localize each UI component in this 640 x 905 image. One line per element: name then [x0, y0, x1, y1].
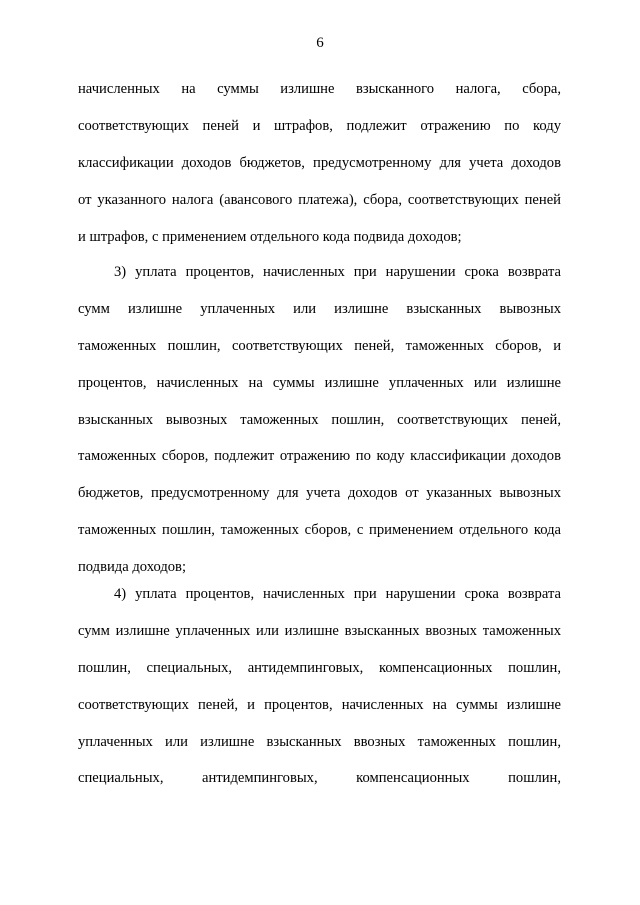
paragraph-item-4 — [78, 576, 561, 797]
text-line: сумм излишне уплаченных или излишне взысканных ввозных таможенных — [78, 622, 561, 639]
text-line: таможенных сборов, подлежит отражению по коду классификации доходов — [78, 448, 561, 465]
text-line: таможенных пошлин, таможенных сборов, с применением отдельного кода — [78, 522, 561, 539]
text-line: таможенных пошлин, соответствующих пеней, таможенных сборов, и — [78, 337, 561, 354]
text-line: уплаченных или излишне взысканных ввозных таможенных пошлин, — [78, 733, 561, 750]
paragraph-item-3 — [78, 254, 561, 586]
paragraph-continuation — [78, 71, 561, 255]
text-line: процентов, начисленных на суммы излишне уплаченных или излишне — [78, 374, 561, 391]
text-line: начисленных на суммы излишне взысканного налога, сбора, — [78, 81, 561, 97]
text-line: специальных, антидемпинговых, компенсационных пошлин, — [78, 770, 561, 787]
text-line: подвида доходов; — [78, 559, 187, 576]
text-line: и штрафов, с применением отдельного кода подвида доходов; — [78, 228, 462, 245]
text-line: соответствующих пеней и штрафов, подлежит отражению по коду — [78, 117, 561, 134]
text-line: классификации доходов бюджетов, предусмотренному для учета доходов — [78, 154, 561, 171]
text-line: соответствующих пеней, и процентов, начисленных на суммы излишне — [78, 696, 561, 713]
text-line: сумм излишне уплаченных или излишне взысканных вывозных — [78, 300, 561, 317]
text-line: взысканных вывозных таможенных пошлин, соответствующих пеней, — [78, 411, 561, 428]
page-number: 6 — [316, 35, 324, 51]
text-line: от указанного налога (авансового платежа), сбора, соответствующих пеней — [78, 191, 561, 208]
text-line: бюджетов, предусмотренному для учета доходов от указанных вывозных — [78, 485, 561, 502]
text-line: 3) уплата процентов, начисленных при нарушении срока возврата — [114, 264, 561, 280]
text-line: пошлин, специальных, антидемпинговых, компенсационных пошлин, — [78, 659, 561, 676]
text-line: 4) уплата процентов, начисленных при нарушении срока возврата — [114, 586, 561, 602]
